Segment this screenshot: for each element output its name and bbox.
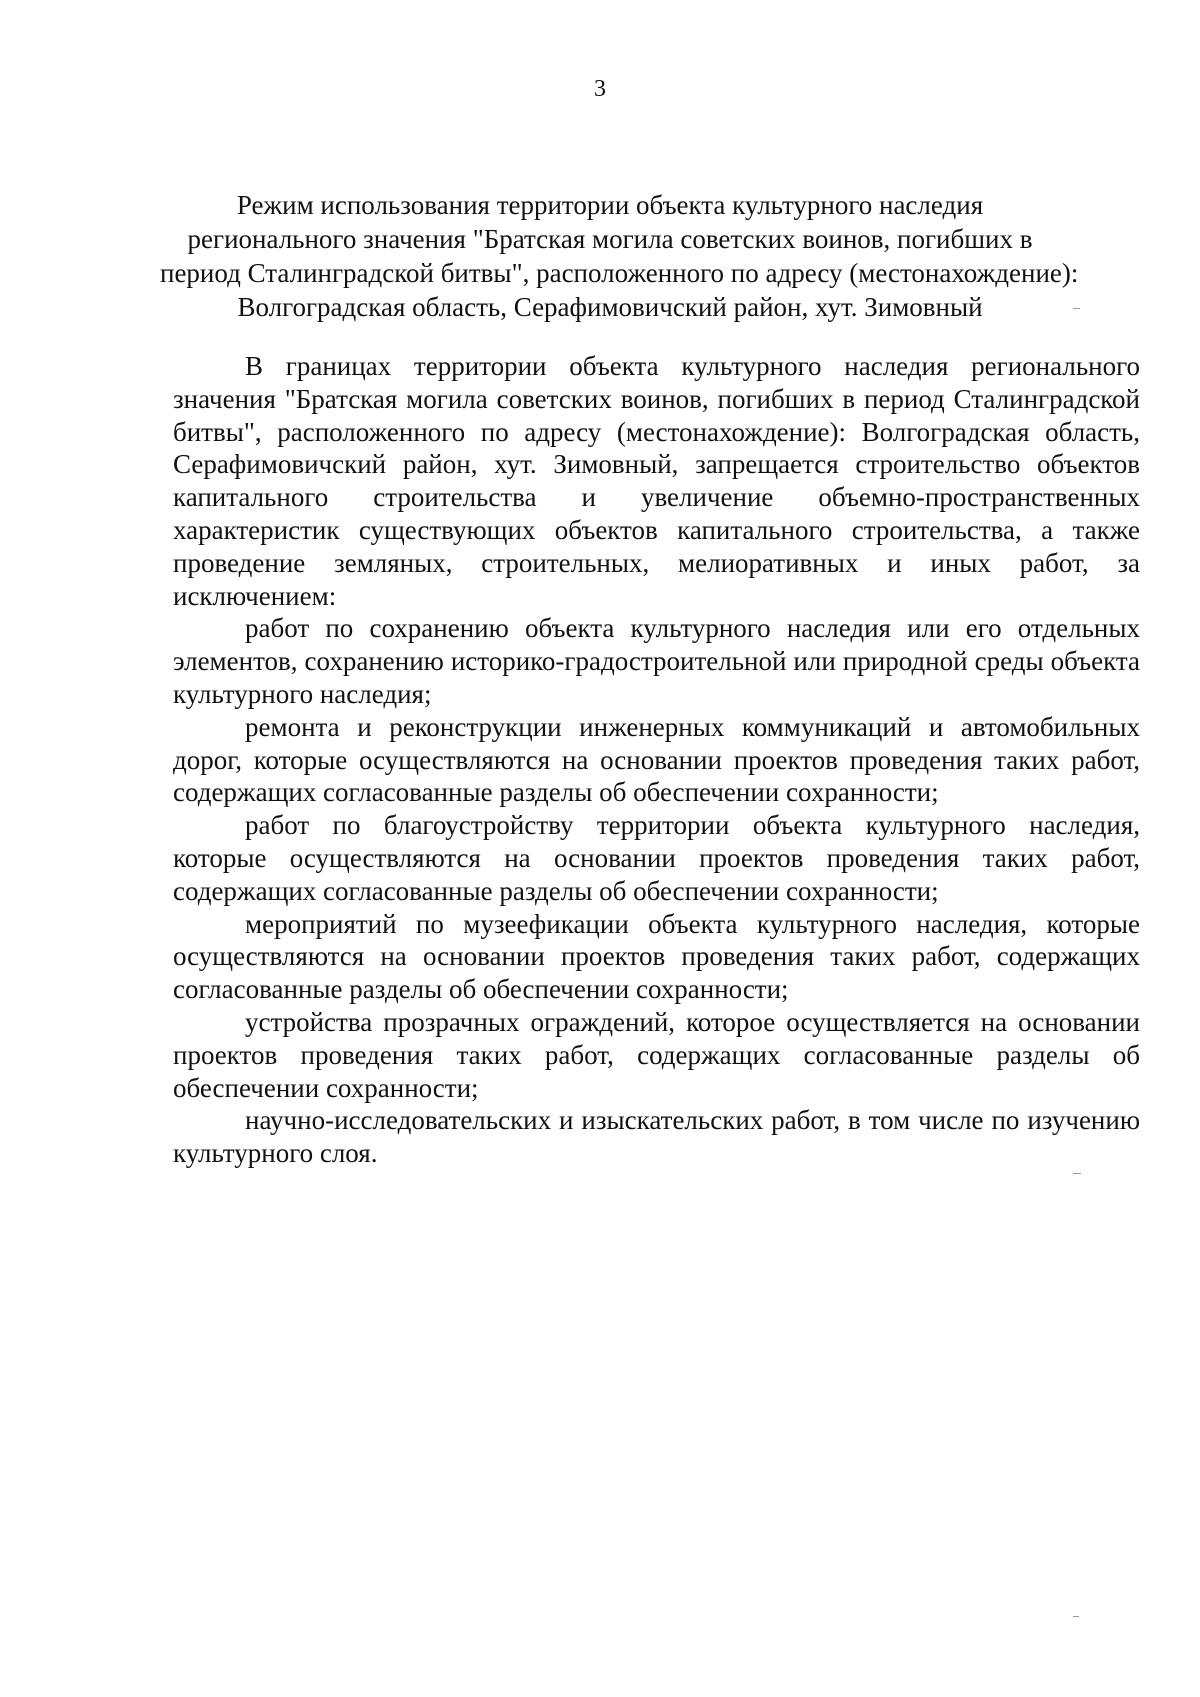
scan-speck — [1073, 1173, 1081, 1174]
paragraph-exception-research: научно-исследовательских и изыскательских работ, в том числе по изучению культурного слоя. — [173, 1105, 1140, 1169]
paragraph-exception-landscaping: работ по благоустройству территории объекта культурного наследия, которые осуществляются на основании проектов проведения таких работ, содержащих согласованные разделы об обеспечении сохранности; — [173, 810, 1140, 906]
paragraph-restrictions: В границах территории объекта культурного наследия регионального значения "Братская могила советских воинов, погибших в период Сталинградской битвы", расположенного по адресу (местонахождение): Волгоградская область, Серафимовичский район, хут. Зимовный, запрещается строительство объектов капитального строительства и увеличение объемно-пространственных характеристик существующих объектов капитального строительства, а также проведение земляных, строительных, мелиоративных и иных работ, за исключением: — [173, 351, 1140, 611]
scan-speck — [1073, 308, 1080, 309]
scan-speck — [1073, 1616, 1079, 1617]
paragraph-exception-conservation: работ по сохранению объекта культурного наследия или его отдельных элементов, сохранению историко-градостроительной или природной среды объекта культурного наследия; — [173, 613, 1140, 709]
paragraph-exception-utilities: ремонта и реконструкции инженерных коммуникаций и автомобильных дорог, которые осуществляются на основании проектов проведения таких работ, содержащих согласованные разделы об обеспечении сохранности; — [173, 711, 1140, 808]
paragraph-exception-museumification: мероприятий по музеефикации объекта культурного наследия, которые осуществляются на основании проектов проведения таких работ, содержащих согласованные разделы об обеспечении сохранности; — [173, 908, 1140, 1005]
page-number: 3 — [594, 76, 606, 102]
title-line: Волгоградская область, Серафимовичский район, хут. Зимовный — [237, 292, 983, 322]
title-line: Режим использования территории объекта культурного наследия — [236, 190, 984, 220]
title-line: регионального значения "Братская могила советских воинов, погибших в — [187, 224, 1033, 254]
document-body — [173, 350, 1140, 1170]
document-title — [160, 188, 1079, 324]
title-line: период Сталинградской битвы", расположенного по адресу (местонахождение): — [160, 258, 1079, 288]
paragraph-exception-fences: устройства прозрачных ограждений, которое осуществляется на основании проектов проведения таких работ, содержащих согласованные разделы об обеспечении сохранности; — [173, 1006, 1140, 1103]
